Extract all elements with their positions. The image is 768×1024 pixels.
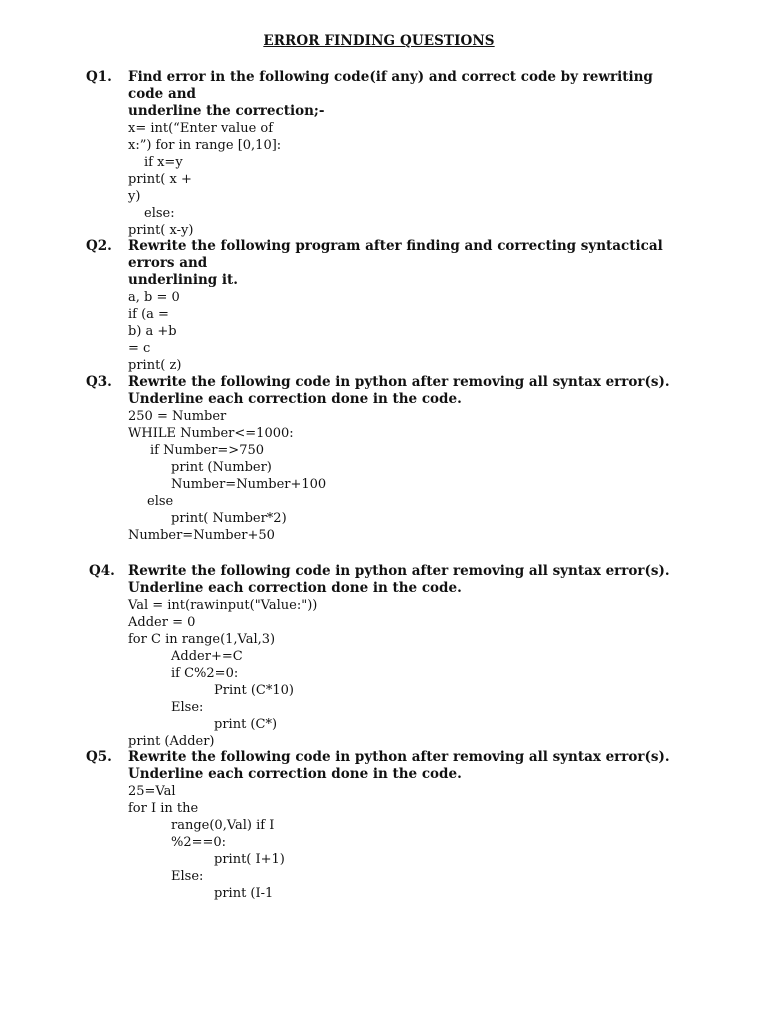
- prompt-line: Underline each correction done in the code.: [128, 391, 462, 407]
- code-line: 25=Val: [128, 784, 176, 799]
- prompt-line: Rewrite the following code in python after removing all syntax error(s).: [128, 563, 670, 579]
- prompt-line: Underline each correction done in the code.: [128, 580, 462, 596]
- code-block: [128, 783, 688, 902]
- code-line: for C in range(1,Val,3): [128, 632, 276, 647]
- question-prompt: [128, 749, 688, 783]
- code-line: print (Adder): [128, 734, 215, 749]
- code-line: Number=Number+50: [128, 528, 275, 543]
- code-line: else:: [144, 206, 175, 221]
- question-number: Q5.: [86, 749, 112, 765]
- code-line: print( I+1): [214, 852, 285, 867]
- code-line: range(0,Val) if I: [171, 818, 275, 833]
- question-body: [128, 69, 688, 239]
- question-number: Q1.: [86, 69, 112, 85]
- code-line: for I in the: [128, 801, 199, 816]
- code-line: y): [128, 189, 141, 204]
- question-body: [128, 563, 688, 750]
- question-prompt: [128, 563, 688, 597]
- code-line: print( z): [128, 358, 182, 373]
- prompt-line: Find error in the following code(if any) and correct code by rewriting code and: [128, 69, 653, 102]
- question-number: Q2.: [86, 238, 112, 254]
- code-line: Else:: [171, 869, 204, 884]
- code-line: print (I-1: [214, 886, 274, 901]
- code-block: [128, 408, 688, 544]
- code-line: else: [147, 494, 174, 509]
- code-line: Else:: [171, 700, 204, 715]
- code-line: a, b = 0: [128, 290, 180, 305]
- prompt-line: Underline each correction done in the code.: [128, 766, 462, 782]
- question-prompt: [128, 238, 688, 289]
- code-line: x= int(“Enter value of: [128, 121, 274, 136]
- code-line: Number=Number+100: [171, 477, 327, 492]
- code-line: WHILE Number<=1000:: [128, 426, 294, 441]
- code-line: print( Number*2): [171, 511, 287, 526]
- code-line: 250 = Number: [128, 409, 227, 424]
- code-line: x:”) for in range [0,10]:: [128, 138, 282, 153]
- code-line: Adder = 0: [128, 615, 196, 630]
- code-line: if Number=>750: [150, 443, 265, 458]
- question-prompt: [128, 69, 688, 120]
- code-line: b) a +b: [128, 324, 177, 339]
- code-line: print (C*): [214, 717, 278, 732]
- prompt-line: Rewrite the following code in python after removing all syntax error(s).: [128, 749, 670, 765]
- code-line: = c: [128, 341, 151, 356]
- code-block: [128, 597, 688, 750]
- question-prompt: [128, 374, 688, 408]
- question-number: Q3.: [86, 374, 112, 390]
- page-title: ERROR FINDING QUESTIONS: [263, 33, 495, 49]
- code-line: if (a =: [128, 307, 169, 322]
- code-line: if x=y: [144, 155, 183, 170]
- code-line: print( x +: [128, 172, 192, 187]
- code-line: Adder+=C: [171, 649, 243, 664]
- code-line: print( x-y): [128, 223, 194, 238]
- question-body: [128, 749, 688, 902]
- prompt-line: Rewrite the following code in python after removing all syntax error(s).: [128, 374, 670, 390]
- code-line: print (Number): [171, 460, 272, 475]
- prompt-line: underline the correction;-: [128, 103, 325, 119]
- question-number: Q4.: [89, 563, 115, 579]
- code-line: Print (C*10): [214, 683, 294, 698]
- code-line: Val = int(rawinput("Value:")): [128, 598, 318, 613]
- code-line: if C%2=0:: [171, 666, 239, 681]
- code-block: [128, 289, 688, 374]
- question-body: [128, 238, 688, 374]
- prompt-line: Rewrite the following program after finding and correcting syntactical errors and: [128, 238, 663, 271]
- question-body: [128, 374, 688, 544]
- code-line: %2==0:: [171, 835, 227, 850]
- code-block: [128, 120, 688, 239]
- prompt-line: underlining it.: [128, 272, 238, 288]
